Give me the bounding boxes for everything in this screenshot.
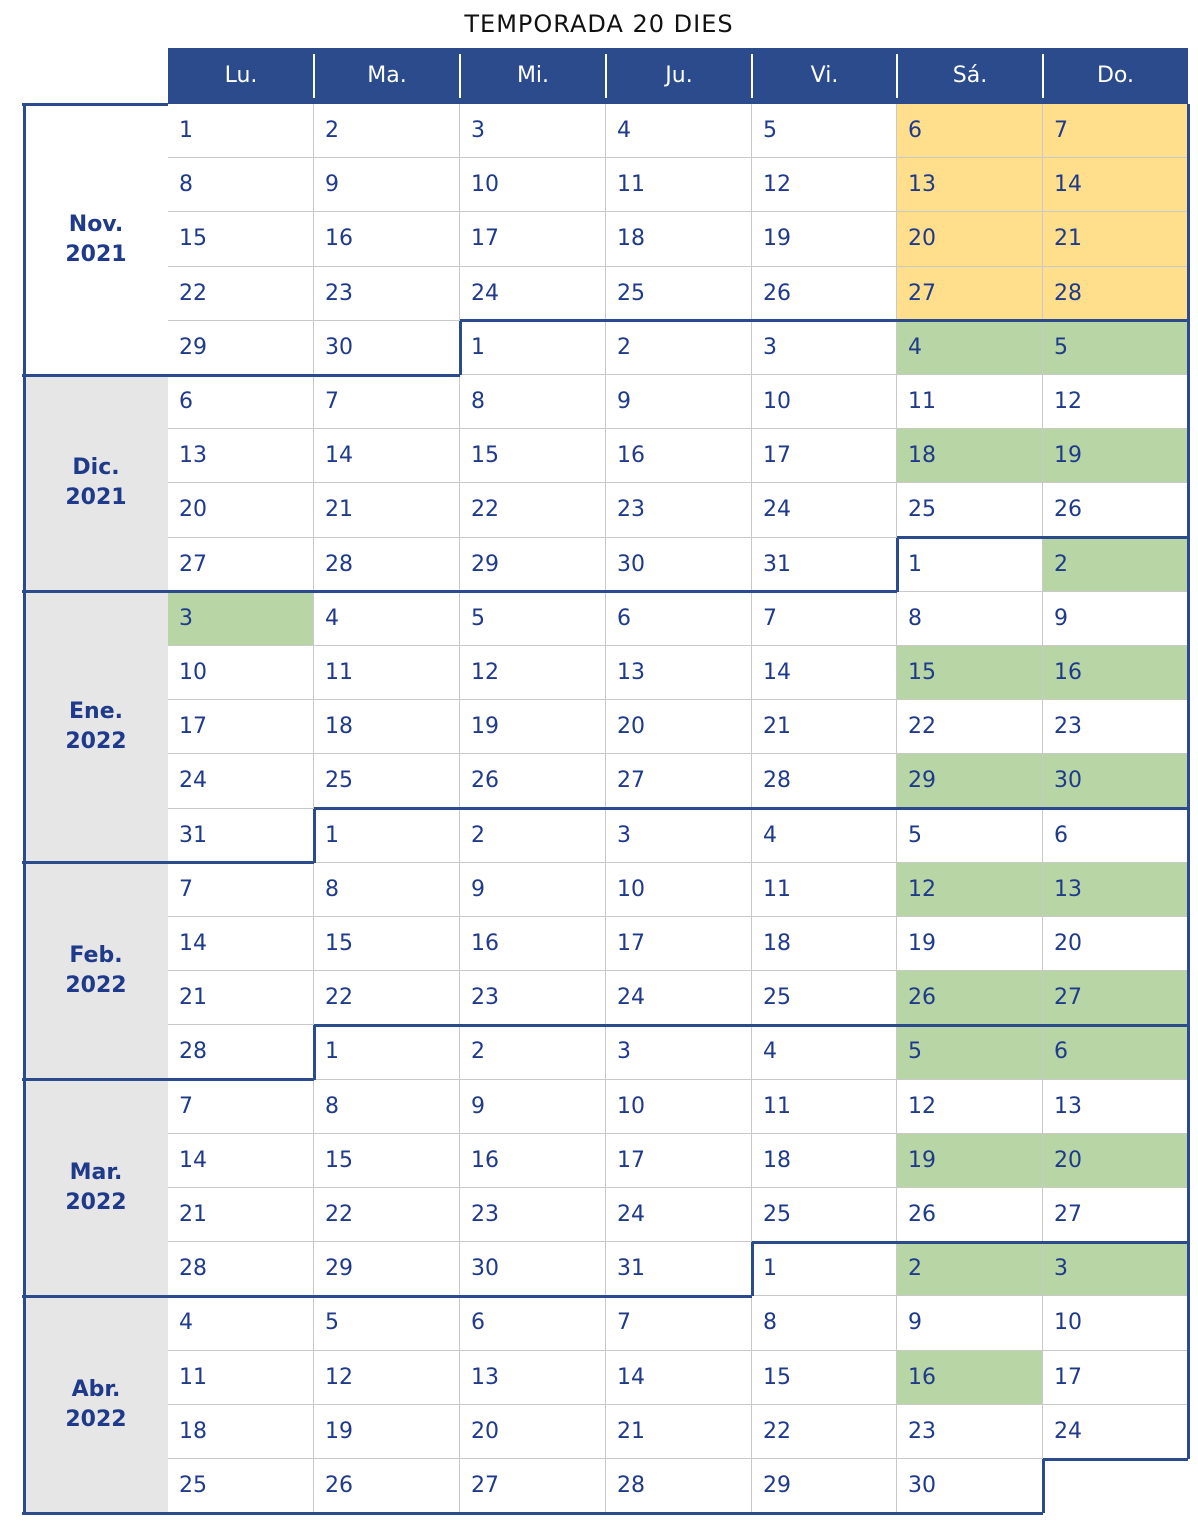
month-border (168, 861, 314, 864)
day-cell: 20 (168, 483, 314, 537)
day-cell: 25 (752, 971, 897, 1025)
month-border (313, 1025, 316, 1079)
day-cell: 10 (1043, 1296, 1188, 1350)
month-name: Feb. (69, 943, 123, 969)
day-cell: 20 (606, 700, 752, 754)
day-cell: 31 (168, 809, 314, 863)
day-cell: 4 (314, 592, 460, 646)
day-cell: 23 (460, 971, 606, 1025)
day-cell: 30 (897, 1459, 1043, 1513)
month-border (897, 536, 1188, 539)
weekday-header: Vi. (752, 48, 897, 104)
day-cell: 11 (168, 1351, 314, 1405)
day-cell: 29 (168, 321, 314, 375)
day-cell: 12 (460, 646, 606, 700)
day-cell: 18 (752, 1134, 897, 1188)
day-cell: 11 (752, 863, 897, 917)
day-cell: 13 (1043, 1080, 1188, 1134)
month-border (1043, 1458, 1188, 1461)
weekday-header: Ju. (606, 48, 752, 104)
day-cell: 25 (752, 1188, 897, 1242)
day-cell: 19 (460, 700, 606, 754)
day-cell: 30 (606, 538, 752, 592)
day-cell: 23 (314, 267, 460, 321)
day-cell: 9 (314, 158, 460, 212)
day-cell: 14 (168, 917, 314, 971)
day-cell: 22 (314, 971, 460, 1025)
day-cell: 6 (1043, 809, 1188, 863)
day-cell: 3 (460, 104, 606, 158)
day-cell: 28 (752, 754, 897, 808)
day-cell: 5 (897, 809, 1043, 863)
day-cell: 18 (606, 212, 752, 266)
month-border (22, 590, 168, 593)
day-cell: 21 (606, 1405, 752, 1459)
day-cell: 8 (314, 1080, 460, 1134)
day-cell: 24 (1043, 1405, 1188, 1459)
day-cell: 13 (897, 158, 1043, 212)
month-label (24, 375, 168, 592)
day-cell: 17 (168, 700, 314, 754)
day-cell: 21 (168, 971, 314, 1025)
day-cell: 1 (897, 538, 1043, 592)
day-cell: 23 (897, 1405, 1043, 1459)
day-cell: 19 (897, 1134, 1043, 1188)
header-divider (896, 54, 898, 98)
day-cell: 14 (752, 646, 897, 700)
day-cell: 4 (168, 1296, 314, 1350)
weekday-header: Mi. (460, 48, 606, 104)
day-cell: 14 (168, 1134, 314, 1188)
day-cell: 8 (752, 1296, 897, 1350)
day-cell: 5 (460, 592, 606, 646)
day-cell: 23 (1043, 700, 1188, 754)
day-cell: 22 (314, 1188, 460, 1242)
day-cell: 21 (168, 1188, 314, 1242)
day-cell: 22 (168, 267, 314, 321)
day-cell: 21 (314, 483, 460, 537)
day-cell: 1 (460, 321, 606, 375)
day-cell: 17 (1043, 1351, 1188, 1405)
day-cell: 6 (897, 104, 1043, 158)
day-cell: 31 (752, 538, 897, 592)
month-border (22, 103, 168, 106)
month-name: Dic. (72, 455, 120, 481)
day-cell: 3 (1043, 1242, 1188, 1296)
header-divider (459, 54, 461, 98)
day-cell: 1 (752, 1242, 897, 1296)
day-cell: 6 (1043, 1025, 1188, 1079)
day-cell: 7 (314, 375, 460, 429)
day-cell: 24 (168, 754, 314, 808)
month-border (22, 374, 168, 377)
day-cell: 28 (168, 1242, 314, 1296)
day-cell: 15 (314, 917, 460, 971)
day-cell: 2 (1043, 538, 1188, 592)
month-border (168, 1295, 752, 1298)
day-cell: 25 (606, 267, 752, 321)
day-cell: 19 (1043, 429, 1188, 483)
day-cell: 16 (1043, 646, 1188, 700)
day-cell: 1 (314, 809, 460, 863)
day-cell: 5 (1043, 321, 1188, 375)
day-cell: 17 (752, 429, 897, 483)
day-cell: 20 (1043, 917, 1188, 971)
day-cell: 12 (1043, 375, 1188, 429)
day-cell: 7 (606, 1296, 752, 1350)
page-title: TEMPORADA 20 DIES (464, 10, 734, 38)
day-cell: 28 (314, 538, 460, 592)
day-cell: 10 (168, 646, 314, 700)
month-year: 2022 (65, 729, 127, 755)
header-divider (751, 54, 753, 98)
day-cell: 9 (897, 1296, 1043, 1350)
month-border (459, 321, 462, 375)
day-cell: 29 (460, 538, 606, 592)
month-border (752, 1241, 1188, 1244)
day-cell: 31 (606, 1242, 752, 1296)
day-cell: 17 (606, 1134, 752, 1188)
day-cell: 5 (314, 1296, 460, 1350)
day-cell: 15 (168, 212, 314, 266)
day-cell: 26 (460, 754, 606, 808)
day-cell: 3 (606, 809, 752, 863)
day-cell: 18 (168, 1405, 314, 1459)
month-border (751, 1242, 754, 1296)
month-border (313, 809, 316, 863)
day-cell: 29 (314, 1242, 460, 1296)
day-cell: 9 (460, 1080, 606, 1134)
day-cell: 10 (460, 158, 606, 212)
day-cell: 10 (752, 375, 897, 429)
day-cell: 11 (314, 646, 460, 700)
day-cell: 13 (460, 1351, 606, 1405)
day-cell: 2 (460, 809, 606, 863)
month-year: 2022 (65, 1406, 127, 1432)
month-border (460, 319, 1188, 322)
header-divider (1042, 54, 1044, 98)
weekday-header: Lu. (168, 48, 314, 104)
day-cell: 4 (897, 321, 1043, 375)
month-border (314, 1024, 1188, 1027)
month-border (896, 538, 899, 592)
day-cell: 14 (1043, 158, 1188, 212)
day-cell: 29 (897, 754, 1043, 808)
month-name: Nov. (68, 211, 124, 237)
header-divider (605, 54, 607, 98)
month-border (168, 374, 460, 377)
day-cell: 7 (752, 592, 897, 646)
month-border (314, 807, 1188, 810)
day-cell: 18 (897, 429, 1043, 483)
month-name: Abr. (71, 1376, 121, 1402)
day-cell: 21 (752, 700, 897, 754)
day-cell: 22 (460, 483, 606, 537)
day-cell: 19 (897, 917, 1043, 971)
day-cell: 13 (168, 429, 314, 483)
day-cell: 10 (606, 863, 752, 917)
day-cell: 5 (897, 1025, 1043, 1079)
month-year: 2021 (65, 241, 127, 267)
day-cell: 26 (897, 971, 1043, 1025)
month-year: 2022 (65, 1189, 127, 1215)
day-cell: 21 (1043, 212, 1188, 266)
month-name: Ene. (69, 699, 123, 725)
day-cell: 23 (606, 483, 752, 537)
day-cell: 1 (168, 104, 314, 158)
day-cell: 26 (897, 1188, 1043, 1242)
day-cell: 6 (168, 375, 314, 429)
day-cell: 27 (897, 267, 1043, 321)
day-cell: 12 (897, 1080, 1043, 1134)
day-cell: 18 (314, 700, 460, 754)
day-cell: 11 (606, 158, 752, 212)
day-cell: 23 (460, 1188, 606, 1242)
day-cell: 26 (752, 267, 897, 321)
day-cell: 3 (606, 1025, 752, 1079)
month-label (24, 1080, 168, 1297)
day-cell: 15 (752, 1351, 897, 1405)
month-border (22, 1295, 168, 1298)
day-cell: 7 (1043, 104, 1188, 158)
day-cell: 24 (460, 267, 606, 321)
header-divider (313, 54, 315, 98)
month-label (24, 592, 168, 863)
day-cell: 2 (897, 1242, 1043, 1296)
day-cell: 3 (168, 592, 314, 646)
day-cell: 7 (168, 863, 314, 917)
day-cell: 27 (1043, 1188, 1188, 1242)
day-cell: 22 (752, 1405, 897, 1459)
day-cell: 27 (168, 538, 314, 592)
month-year: 2021 (65, 485, 127, 511)
day-cell: 11 (752, 1080, 897, 1134)
day-cell: 16 (897, 1351, 1043, 1405)
month-border (1187, 104, 1190, 1459)
day-cell: 26 (1043, 483, 1188, 537)
day-cell: 4 (752, 1025, 897, 1079)
month-border (22, 861, 168, 864)
day-cell: 12 (314, 1351, 460, 1405)
month-label (24, 104, 168, 375)
day-cell: 20 (460, 1405, 606, 1459)
day-cell: 15 (314, 1134, 460, 1188)
weekday-header: Do. (1043, 48, 1188, 104)
day-cell: 17 (460, 212, 606, 266)
day-cell: 8 (460, 375, 606, 429)
day-cell: 11 (897, 375, 1043, 429)
day-cell: 13 (1043, 863, 1188, 917)
day-cell: 4 (606, 104, 752, 158)
day-cell: 6 (460, 1296, 606, 1350)
day-cell: 28 (606, 1459, 752, 1513)
day-cell: 2 (606, 321, 752, 375)
weekday-header: Sá. (897, 48, 1043, 104)
day-cell: 7 (168, 1080, 314, 1134)
day-cell: 9 (1043, 592, 1188, 646)
day-cell: 17 (606, 917, 752, 971)
day-cell: 16 (460, 1134, 606, 1188)
day-cell: 12 (897, 863, 1043, 917)
day-cell: 25 (168, 1459, 314, 1513)
month-border (168, 590, 897, 593)
month-label (24, 863, 168, 1080)
day-cell: 19 (752, 212, 897, 266)
day-cell: 28 (168, 1025, 314, 1079)
day-cell: 3 (752, 321, 897, 375)
day-cell: 26 (314, 1459, 460, 1513)
day-cell: 27 (1043, 971, 1188, 1025)
day-cell: 20 (897, 212, 1043, 266)
day-cell: 24 (606, 1188, 752, 1242)
month-border (23, 104, 26, 1513)
day-cell: 20 (1043, 1134, 1188, 1188)
day-cell: 27 (460, 1459, 606, 1513)
day-cell: 8 (168, 158, 314, 212)
day-cell: 22 (897, 700, 1043, 754)
day-cell: 6 (606, 592, 752, 646)
day-cell: 8 (897, 592, 1043, 646)
day-cell: 5 (752, 104, 897, 158)
day-cell: 14 (606, 1351, 752, 1405)
weekday-header: Ma. (314, 48, 460, 104)
month-border (22, 1078, 168, 1081)
day-cell: 24 (606, 971, 752, 1025)
day-cell: 25 (314, 754, 460, 808)
day-cell: 8 (314, 863, 460, 917)
day-cell: 28 (1043, 267, 1188, 321)
day-cell: 15 (897, 646, 1043, 700)
month-border (22, 1512, 1043, 1515)
day-cell: 30 (460, 1242, 606, 1296)
day-cell: 16 (314, 212, 460, 266)
day-cell: 30 (314, 321, 460, 375)
day-cell: 9 (460, 863, 606, 917)
day-cell: 30 (1043, 754, 1188, 808)
month-year: 2022 (65, 973, 127, 999)
day-cell: 18 (752, 917, 897, 971)
day-cell: 4 (752, 809, 897, 863)
day-cell: 24 (752, 483, 897, 537)
day-cell: 2 (460, 1025, 606, 1079)
day-cell: 15 (460, 429, 606, 483)
month-name: Mar. (69, 1159, 123, 1185)
day-cell: 16 (460, 917, 606, 971)
day-cell: 10 (606, 1080, 752, 1134)
day-cell: 2 (314, 104, 460, 158)
day-cell: 25 (897, 483, 1043, 537)
day-cell: 16 (606, 429, 752, 483)
month-border (1042, 1459, 1045, 1513)
day-cell: 13 (606, 646, 752, 700)
day-cell: 1 (314, 1025, 460, 1079)
month-label (24, 1296, 168, 1513)
day-cell: 9 (606, 375, 752, 429)
day-cell: 12 (752, 158, 897, 212)
day-cell: 27 (606, 754, 752, 808)
month-border (168, 1078, 314, 1081)
day-cell: 14 (314, 429, 460, 483)
day-cell: 29 (752, 1459, 897, 1513)
day-cell: 19 (314, 1405, 460, 1459)
